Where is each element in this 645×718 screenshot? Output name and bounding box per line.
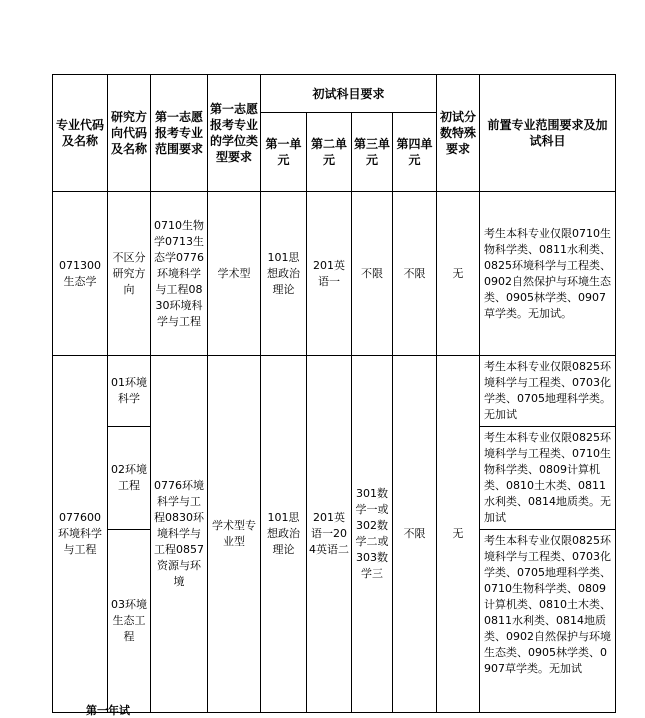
cell-direction: 不区分研究方向: [108, 192, 151, 356]
cell-prereq: 考生本科专业仅限0825环境科学与工程类、0703化学类、0705地理科学类。无加试: [480, 356, 616, 427]
cell-degree-type: 学术型专业型: [208, 356, 261, 713]
cell-prereq: 考生本科专业仅限0825环境科学与工程类、0703化学类、0705地理科学类、0710生物科学类、0809计算机类、0810土木类、0811水利类、0814地质类、0902自然保护与环境生态类、0905林学类、0907草学类。无加试: [480, 530, 616, 713]
table-row: [53, 356, 616, 427]
header-unit4: 第四单元: [393, 113, 437, 192]
cell-unit2: 201英语一204英语二: [307, 356, 352, 713]
cell-unit3: 不限: [352, 192, 393, 356]
table-row: [53, 192, 616, 356]
header-special-score: 初试分数特殊要求: [437, 75, 480, 192]
header-exam-subjects: 初试科目要求: [261, 75, 437, 113]
footnote: 第一年试: [86, 704, 130, 717]
cell-unit4: 不限: [393, 356, 437, 713]
cell-prereq: 考生本科专业仅限0710生物科学类、0811水利类、0825环境科学与工程类、0902自然保护与环境生态类、0905林学类、0907草学类。无加试。: [480, 192, 616, 356]
cell-unit2: 201英语一: [307, 192, 352, 356]
cell-degree-type: 学术型: [208, 192, 261, 356]
admission-requirements-table: [52, 74, 616, 713]
header-first-choice-degree-type: 第一志愿报考专业的学位类型要求: [208, 75, 261, 192]
cell-prereq: 考生本科专业仅限0825环境科学与工程类、0710生物科学类、0809计算机类、0810土木类、0811水利类、0814地质类。无加试: [480, 427, 616, 530]
cell-direction: 01环境科学: [108, 356, 151, 427]
header-prereq: 前置专业范围要求及加试科目: [480, 75, 616, 192]
cell-unit1: 101思想政治理论: [261, 192, 307, 356]
cell-major-range: 0710生物学0713生态学0776环境科学与工程0830环境科学与工程: [151, 192, 208, 356]
header-unit2: 第二单元: [307, 113, 352, 192]
cell-major: 071300生态学: [53, 192, 108, 356]
cell-direction: 02环境工程: [108, 427, 151, 530]
header-first-choice-major-range: 第一志愿报考专业范围要求: [151, 75, 208, 192]
header-major-code-name: 专业代码及名称: [53, 75, 108, 192]
cell-major: 077600环境科学与工程: [53, 356, 108, 713]
cell-unit3: 301数学一或302数学二或303数学三: [352, 356, 393, 713]
cell-unit1: 101思想政治理论: [261, 356, 307, 713]
header-unit1: 第一单元: [261, 113, 307, 192]
cell-special: 无: [437, 356, 480, 713]
header-unit3: 第三单元: [352, 113, 393, 192]
cell-direction: 03环境生态工程: [108, 530, 151, 713]
cell-unit4: 不限: [393, 192, 437, 356]
cell-major-range: 0776环境科学与工程0830环境科学与工程0857资源与环境: [151, 356, 208, 713]
header-direction-code-name: 研究方向代码及名称: [108, 75, 151, 192]
cell-special: 无: [437, 192, 480, 356]
